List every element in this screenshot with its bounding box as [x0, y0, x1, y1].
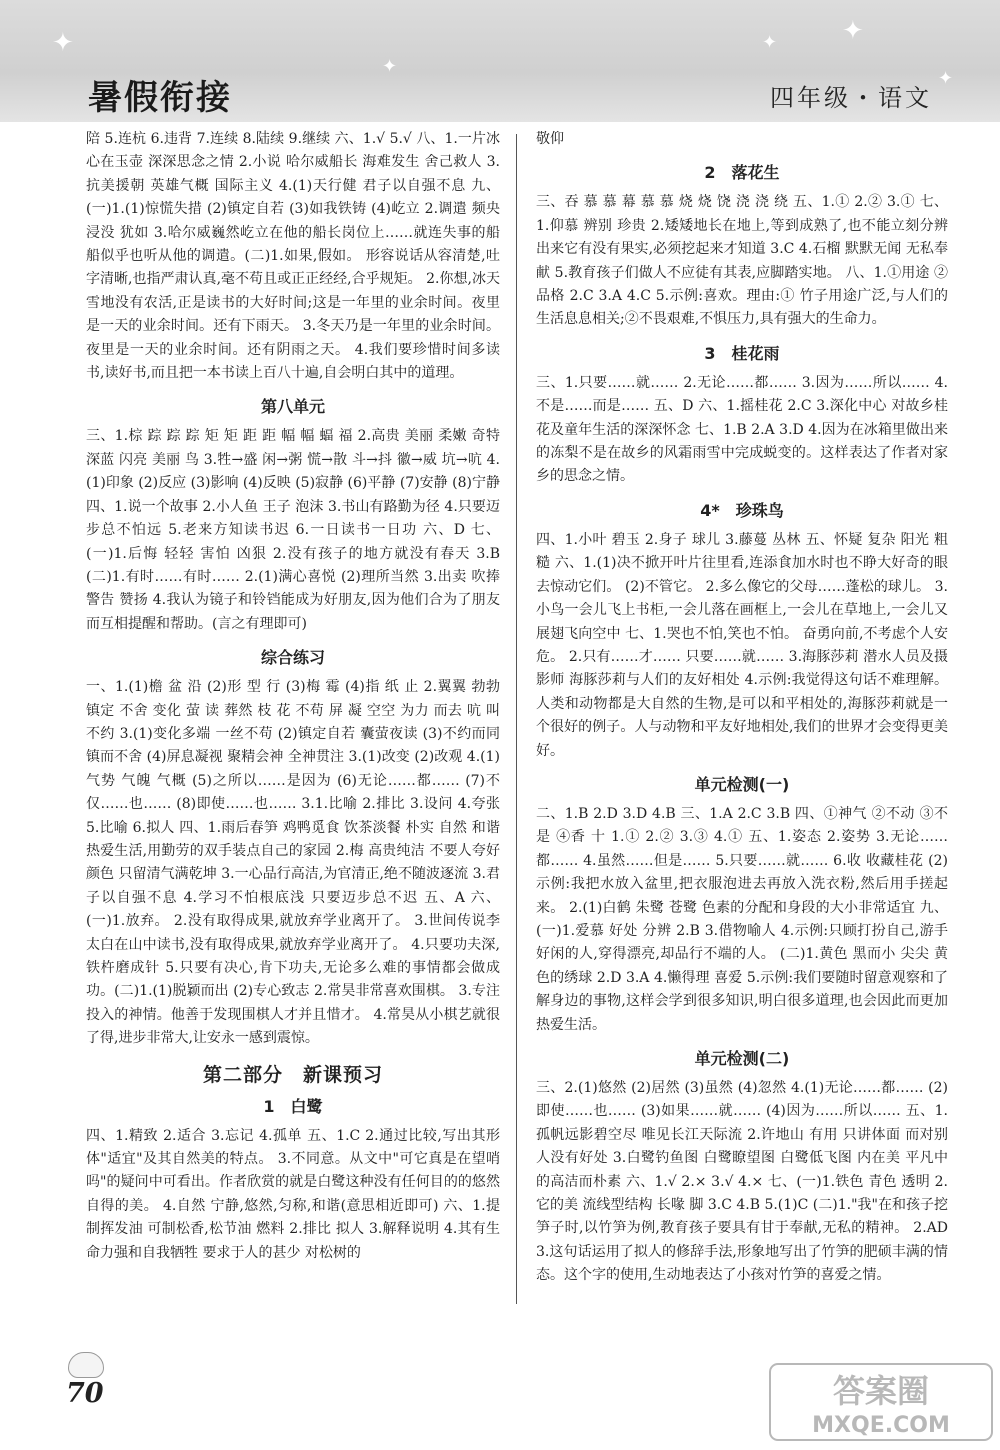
answer-text: 三、1.只要……就…… 2.无论……都…… 3.因为……所以…… 4.不是……而是…… 五、D 六、1.摇桂花 2.C 3.深化中心 对故乡桂花及童年生活的深深怀念 七、1.B 2.A 3.D 4.因为在冰箱里做出来的冻梨不是在故乡的风霜雨雪中完成蜕变的。这样表达了作者对家乡的思念之情。	[536, 374, 948, 485]
left-column	[86, 128, 500, 1265]
answer-text: 敬仰	[536, 131, 564, 147]
sparkle-icon: ✦	[52, 28, 74, 58]
answer-text: 三、1.棕 踪 踪 踪 矩 矩 距 距 幅 幅 蝠 福 2.高贵 美丽 柔嫩 奇特 深蓝 闪亮 美丽 鸟 3.牲→盛 闲→粥 慌→散 斗→抖 徽→威 坑→吭 4.(1)印象 (2)反应 (3)影响 (4)反映 (5)寂静 (6)平静 (7)安静 (8)宁静 四、1.说一个故事 2.小人鱼 王子 泡沫 3.书山有路勤为径 4.只要迈步总不怕远 5.老来方知读书迟 6.一日读书一日功 六、D 七、(一)1.后悔 轻轻 害怕 凶狠 2.没有孩子的地方就没有春天 3.B (二)1.有时……有时…… 2.(1)满心喜悦 (2)理所当然 3.出卖 吹捧 警告 赞扬 4.我认为镜子和铃铛能成为好朋友,因为他们合为了朋友而互相提醒和帮助。(言之有理即可)	[86, 428, 500, 632]
answer-text: 三、2.(1)悠然 (2)居然 (3)虽然 (4)忽然 4.(1)无论……都…… (2)即使……也…… (3)如果……就…… (4)因为……所以…… 五、1.孤帆远影碧空尽 唯见长江天际流 2.许地山 有用 只讲体面 而对别人没有好处 3.白鹭钓鱼图 白鹭瞭望图 白鹭低飞图 内在美 平凡中的高洁而朴素 六、1.√ 2.× 3.√ 4.× 七、(一)1.铁色 青色 透明 2.它的美 流线型结构 长喙 脚 3.C 4.B 5.(1)C (二)1."我"在和孩子挖笋子时,以竹笋为例,教育孩子要具有甘于奉献,无私的精神。 2.AD 3.这句话运用了拟人的修辞手法,形象地写出了竹笋的肥硕丰满的情态。这个字的使用,生动地表达了小孩对竹笋的喜爱之情。	[536, 1080, 948, 1284]
section-title: 第八单元	[260, 397, 325, 417]
page-number-text: 70	[66, 1378, 104, 1409]
column-divider	[516, 134, 517, 1304]
answer-text: 三、吞 慕 慕 幕 慕 慕 烧 烧 饶 浇 浇 绕 五、1.① 2.② 3.① 七、1.仰慕 辨别 珍贵 2.矮矮地长在地上,等到成熟了,也不能立刻分辨出来它有没有果实,必须挖起来才知道 3.C 4.石榴 默默无闻 无私奉献 5.教育孩子们做人不应徒有其表,应脚踏实地。 八、1.①用途 ②品格 2.C 3.A 4.C 5.示例:喜欢。理由:① 竹子用途广泛,与人们的生活息息相关;②不畏艰难,不惧压力,具有强大的生命力。	[536, 194, 948, 328]
answer-text: 四、1.小叶 碧玉 2.身子 球儿 3.藤蔓 丛林 五、怀疑 复杂 阳光 粗糙 六、1.(1)决不掀开叶片往里看,连添食加水时也不睁大好奇的眼去惊动它们。 (2)不管它。 2.多么像它的父母……蓬松的球儿。 3.小鸟一会儿飞上书柜,一会儿落在画框上,一会儿在草地上,一会儿又展翅飞向空中 七、1.哭也不怕,笑也不怕。 奋勇向前,不考虑个人安危。 2.只有……才…… 只要……就…… 3.海豚莎莉 潜水人员及摄影师 海豚莎莉与人们的友好相处 4.示例:我觉得这句话不难理解。人类和动物都是大自然的生物,是可以和平相处的,海豚莎莉就是一个很好的例子。人与动物和平友好地相处,我们的世界才会变得更美好。	[536, 531, 948, 759]
right-column	[536, 128, 948, 1288]
answer-text: 四、1.精致 2.适合 3.忘记 4.孤单 五、1.C 2.通过比较,写出其形体"适宜"及其自然美的特点。 3.不同意。从文中"可它真是在望哨吗"的疑问中可看出。作者欣赏的就是白鹭这种没有任何目的的悠然自得的美。 4.自然 宁静,悠然,匀称,和谐(意思相近即可) 六、1.提制挥发油 可制松香,松节油 燃料 2.排比 拟人 3.解释说明 4.其有生命力强和自我牺牲 要求于人的甚少 对松树的	[86, 1127, 500, 1261]
lesson-title: 2 落花生	[704, 163, 780, 183]
watermark-url: MXQE.COM	[812, 1413, 950, 1438]
sparkle-icon: ✦	[938, 68, 954, 89]
watermark-title: 答案圈	[832, 1372, 930, 1410]
lesson-title: 4* 珍珠鸟	[700, 500, 784, 520]
sparkle-icon: ✦	[762, 32, 778, 53]
grade-subject: 四年级・语文	[770, 84, 932, 112]
answer-text: 陪 5.连杭 6.违背 7.连续 8.陆续 9.继续 六、1.√ 5.√ 八、1.一片冰心在玉壶 深深思念之情 2.小说 哈尔威船长 海难发生 舍己救人 3.抗美援朝 英雄气概 国际主义 4.(1)天行健 君子以自强不息 九、(一)1.(1)惊慌失措 (2)镇定自若 (3)如我铁铸 (4)屹立 2.调遣 频央 浸没 犹如 3.哈尔威巍然屹立在他的船长岗位上……就连失事的船船似乎也听从他的调遣。(二)1.如果,假如。 形容说话从容清楚,吐字清晰,也指严肃认真,毫不苟且或正正经经,合乎规矩。 2.你想,冰天雪地没有农活,正是读书的大好时间;这是一年里的业余时间。夜里是一天的业余时间。还有下雨天。 3.冬天乃是一年里的业余时间。夜里是一天的业余时间。还有阴雨之天。 4.我们要珍惜时间多读书,读好书,而且把一本书读上百八十遍,自会明白其中的道理。	[86, 131, 500, 382]
test-title: 单元检测(二)	[694, 1049, 790, 1068]
part-title: 第二部分 新课预习	[202, 1063, 383, 1086]
section-title: 综合练习	[260, 648, 325, 668]
answer-text: 二、1.B 2.D 3.D 4.B 三、1.A 2.C 3.B 四、①神气 ②不动 ③不是 ④香 十 1.① 2.② 3.③ 4.① 五、1.姿态 2.姿势 3.无论……都…… 4.虽然……但是…… 5.只要……就…… 6.收 收藏桂花 (2)示例:我把水放入盆里,把衣服泡进去再放入洗衣粉,然后用手搓起来。 2.(1)白鹤 朱鹭 苍鹭 色素的分配和身段的大小非常适宜 九、(一)1.爱慕 好处 分辨 2.B 3.借物喻人 4.示例:只顾打扮自己,游手好闲的人,穿得漂亮,却品行不端的人。 (二)1.黄色 黑而小 尖尖 黄色的绣球 2.D 3.A 4.懒得理 喜爱 5.示例:我们要随时留意观察和了解身边的事物,这样会学到很多知识,明白很多道理,也会因此而更加热爱生活。	[536, 805, 948, 1033]
test-title: 单元检测(一)	[694, 774, 790, 794]
lesson-title: 3 桂花雨	[704, 343, 780, 363]
sparkle-icon: ✦	[382, 56, 398, 77]
page-number	[60, 1372, 124, 1414]
page-header	[0, 0, 1000, 122]
watermark-logo	[768, 1362, 994, 1442]
answer-text: 一、1.(1)檐 盆 沿 (2)形 型 行 (3)梅 霉 (4)指 纸 止 2.翼翼 勃勃 镇定 不舍 变化 萤 读 葬然 枝 花 不苟 屏 凝 空空 为力 而去 吭 叫 不约 3.(1)变化多端 一丝不苟 (2)镇定自若 囊萤夜读 (3)不约而同 镇而不舍 (4)屏息凝视 聚精会神 全神贯注 3.(1)改变 (2)改观 4.(1)气势 气魄 气概 (5)之所以……是因为 (6)无论……都…… (7)不仅……也…… (8)即使……也…… 3.1.比喻 2.排比 3.设问 4.夸张 5.比喻 6.拟人 四、1.雨后春笋 鸡鸭觅食 饮茶淡餐 朴实 自然 和谐 热爱生活,用勤劳的双手装点自己的家园 2.梅 高贵纯洁 不要人夸好颜色 只留清气满乾坤 3.一心品行高洁,为官清正,绝不随波逐流 3.君子以自强不息 4.学习不怕根底浅 只要迈步总不迟 五、A 六、(一)1.放弃。 2.没有取得成果,就放弃学业离开了。 3.世间传说李太白在山中读书,没有取得成果,就放弃学业离开了。 4.只要功夫深,铁杵磨成针 5.只要有决心,肯下功夫,无论多么难的事情都会做成功。(二)1.(1)脱颖而出 (2)专心致志 2.常昊非常喜欢围棋。 3.专注投入的神情。他善于发现围棋人才并且惜才。 4.常昊从小棋艺就很了得,进步非常大,让安永一感到震惊。	[86, 679, 500, 1047]
lesson-title: 1 白鹭	[263, 1096, 323, 1116]
book-title: 暑假衔接	[88, 78, 232, 118]
sparkle-icon: ✦	[842, 16, 864, 46]
